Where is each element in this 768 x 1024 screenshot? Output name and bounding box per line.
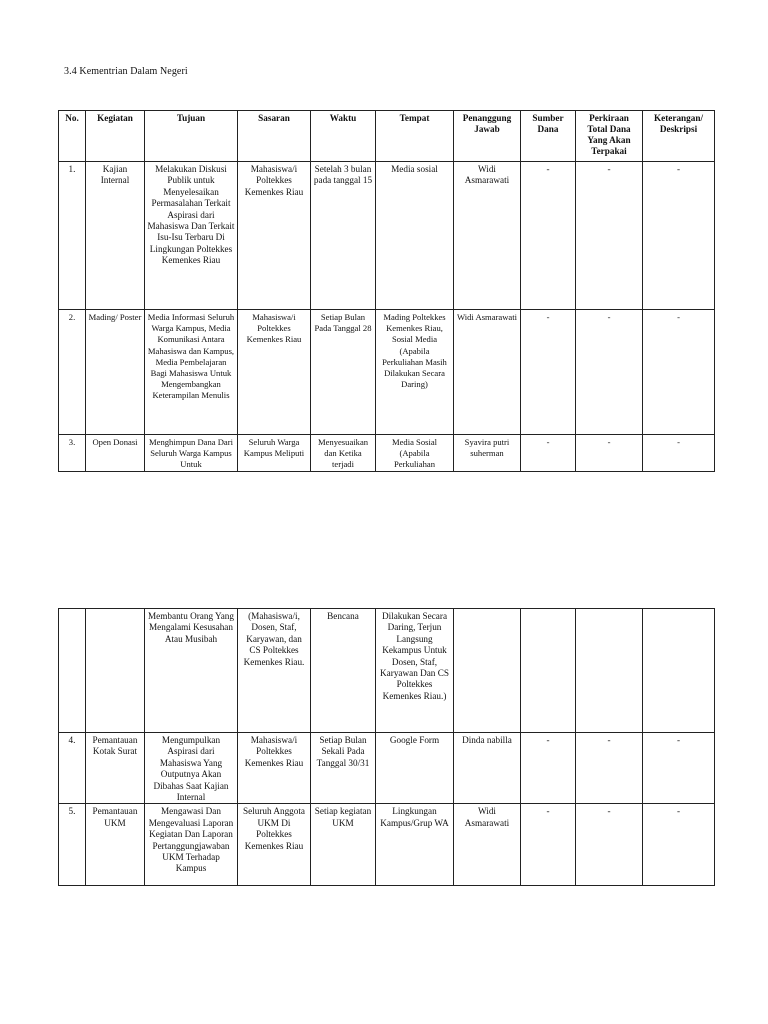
cell-sumber-dana: -: [521, 435, 576, 472]
cell-no: 3.: [59, 435, 86, 472]
cell-penanggung-jawab: Dinda nabilla: [454, 733, 521, 804]
cell-tempat: Lingkungan Kampus/Grup WA: [376, 804, 454, 886]
table-row: [59, 310, 715, 435]
cell-tujuan: Melakukan Diskusi Publik untuk Menyelesaikan Permasalahan Terkait Aspirasi dari Mahasiswa Dan Terkait Isu-Isu Terbaru Di Lingkungan Poltekkes Kemenkes Riau: [145, 162, 238, 310]
cell-sasaran: (Mahasiswa/i, Dosen, Staf, Karyawan, dan CS Poltekkes Kemenkes Riau.: [238, 609, 311, 733]
cell-sasaran: Mahasiswa/i Poltekkes Kemenkes Riau: [238, 733, 311, 804]
cell-waktu: Setiap kegiatan UKM: [311, 804, 376, 886]
header-no: No.: [59, 111, 86, 162]
cell-tempat: Dilakukan Secara Daring, Terjun Langsung Kekampus Untuk Dosen, Staf, Karyawan Dan CS Poltekkes Kemenkes Riau.): [376, 609, 454, 733]
cell-kegiatan: Pemantauan UKM: [86, 804, 145, 886]
cell-penanggung-jawab: Syavira putri suherman: [454, 435, 521, 472]
cell-keterangan: -: [643, 733, 715, 804]
cell-sasaran: Seluruh Warga Kampus Meliputi: [238, 435, 311, 472]
cell-no: 4.: [59, 733, 86, 804]
cell-perkiraan-dana: -: [576, 310, 643, 435]
cell-tempat: Mading Poltekkes Kemenkes Riau, Sosial Media (Apabila Perkuliahan Masih Dilakukan Secara Daring): [376, 310, 454, 435]
cell-keterangan: -: [643, 310, 715, 435]
cell-kegiatan: [86, 609, 145, 733]
header-perkiraan-dana: Perkiraan Total Dana Yang Akan Terpakai: [576, 111, 643, 162]
cell-penanggung-jawab: [454, 609, 521, 733]
cell-perkiraan-dana: -: [576, 435, 643, 472]
cell-keterangan: -: [643, 162, 715, 310]
cell-no: [59, 609, 86, 733]
cell-perkiraan-dana: -: [576, 162, 643, 310]
cell-perkiraan-dana: -: [576, 804, 643, 886]
cell-sumber-dana: -: [521, 804, 576, 886]
table-row: [59, 804, 715, 886]
cell-kegiatan: Open Donasi: [86, 435, 145, 472]
cell-tujuan: Mengawasi Dan Mengevaluasi Laporan Kegiatan Dan Laporan Pertanggungjawaban UKM Terhadap Kampus: [145, 804, 238, 886]
cell-perkiraan-dana: [576, 609, 643, 733]
activity-table-part-1: [58, 110, 715, 472]
cell-penanggung-jawab: Widi Asmarawati: [454, 804, 521, 886]
cell-kegiatan: Pemantauan Kotak Surat: [86, 733, 145, 804]
cell-sumber-dana: -: [521, 733, 576, 804]
header-sasaran: Sasaran: [238, 111, 311, 162]
cell-tempat: Media sosial: [376, 162, 454, 310]
cell-tujuan: Mengumpulkan Aspirasi dari Mahasiswa Yang Outputnya Akan Dibahas Saat Kajian Internal: [145, 733, 238, 804]
cell-waktu: Bencana: [311, 609, 376, 733]
cell-tujuan: Membantu Orang Yang Mengalami Kesusahan Atau Musibah: [145, 609, 238, 733]
header-row: [59, 111, 715, 162]
cell-waktu: Setiap Bulan Pada Tanggal 28: [311, 310, 376, 435]
header-tujuan: Tujuan: [145, 111, 238, 162]
section-title: 3.4 Kementrian Dalam Negeri: [64, 66, 188, 77]
table-row-continued: [59, 609, 715, 733]
cell-kegiatan: Kajian Internal: [86, 162, 145, 310]
cell-keterangan: [643, 609, 715, 733]
cell-tempat: Google Form: [376, 733, 454, 804]
cell-tujuan: Menghimpun Dana Dari Seluruh Warga Kampus Untuk: [145, 435, 238, 472]
cell-perkiraan-dana: -: [576, 733, 643, 804]
cell-kegiatan: Mading/ Poster: [86, 310, 145, 435]
cell-sumber-dana: -: [521, 310, 576, 435]
header-keterangan: Keterangan/ Deskripsi: [643, 111, 715, 162]
cell-tujuan: Media Informasi Seluruh Warga Kampus, Media Komunikasi Antara Mahasiswa dan Kampus, Media Pembelajaran Bagi Mahasiswa Untuk Mengembangkan Keterampilan Menulis: [145, 310, 238, 435]
cell-waktu: Setelah 3 bulan pada tanggal 15: [311, 162, 376, 310]
cell-tempat: Media Sosial (Apabila Perkuliahan: [376, 435, 454, 472]
cell-sasaran: Mahasiswa/i Poltekkes Kemenkes Riau: [238, 310, 311, 435]
cell-penanggung-jawab: Widi Asmarawati: [454, 162, 521, 310]
table-row: [59, 435, 715, 472]
table-row: [59, 162, 715, 310]
cell-no: 1.: [59, 162, 86, 310]
cell-penanggung-jawab: Widi Asmarawati: [454, 310, 521, 435]
header-kegiatan: Kegiatan: [86, 111, 145, 162]
cell-keterangan: -: [643, 435, 715, 472]
activity-table-part-2: [58, 608, 715, 886]
cell-no: 5.: [59, 804, 86, 886]
cell-waktu: Setiap Bulan Sekali Pada Tanggal 30/31: [311, 733, 376, 804]
cell-sumber-dana: [521, 609, 576, 733]
cell-keterangan: -: [643, 804, 715, 886]
cell-no: 2.: [59, 310, 86, 435]
header-sumber-dana: Sumber Dana: [521, 111, 576, 162]
cell-sumber-dana: -: [521, 162, 576, 310]
cell-waktu: Menyesuaikan dan Ketika terjadi: [311, 435, 376, 472]
header-tempat: Tempat: [376, 111, 454, 162]
cell-sasaran: Seluruh Anggota UKM Di Poltekkes Kemenkes Riau: [238, 804, 311, 886]
header-waktu: Waktu: [311, 111, 376, 162]
header-penanggung-jawab: Penanggung Jawab: [454, 111, 521, 162]
cell-sasaran: Mahasiswa/i Poltekkes Kemenkes Riau: [238, 162, 311, 310]
table-row: [59, 733, 715, 804]
